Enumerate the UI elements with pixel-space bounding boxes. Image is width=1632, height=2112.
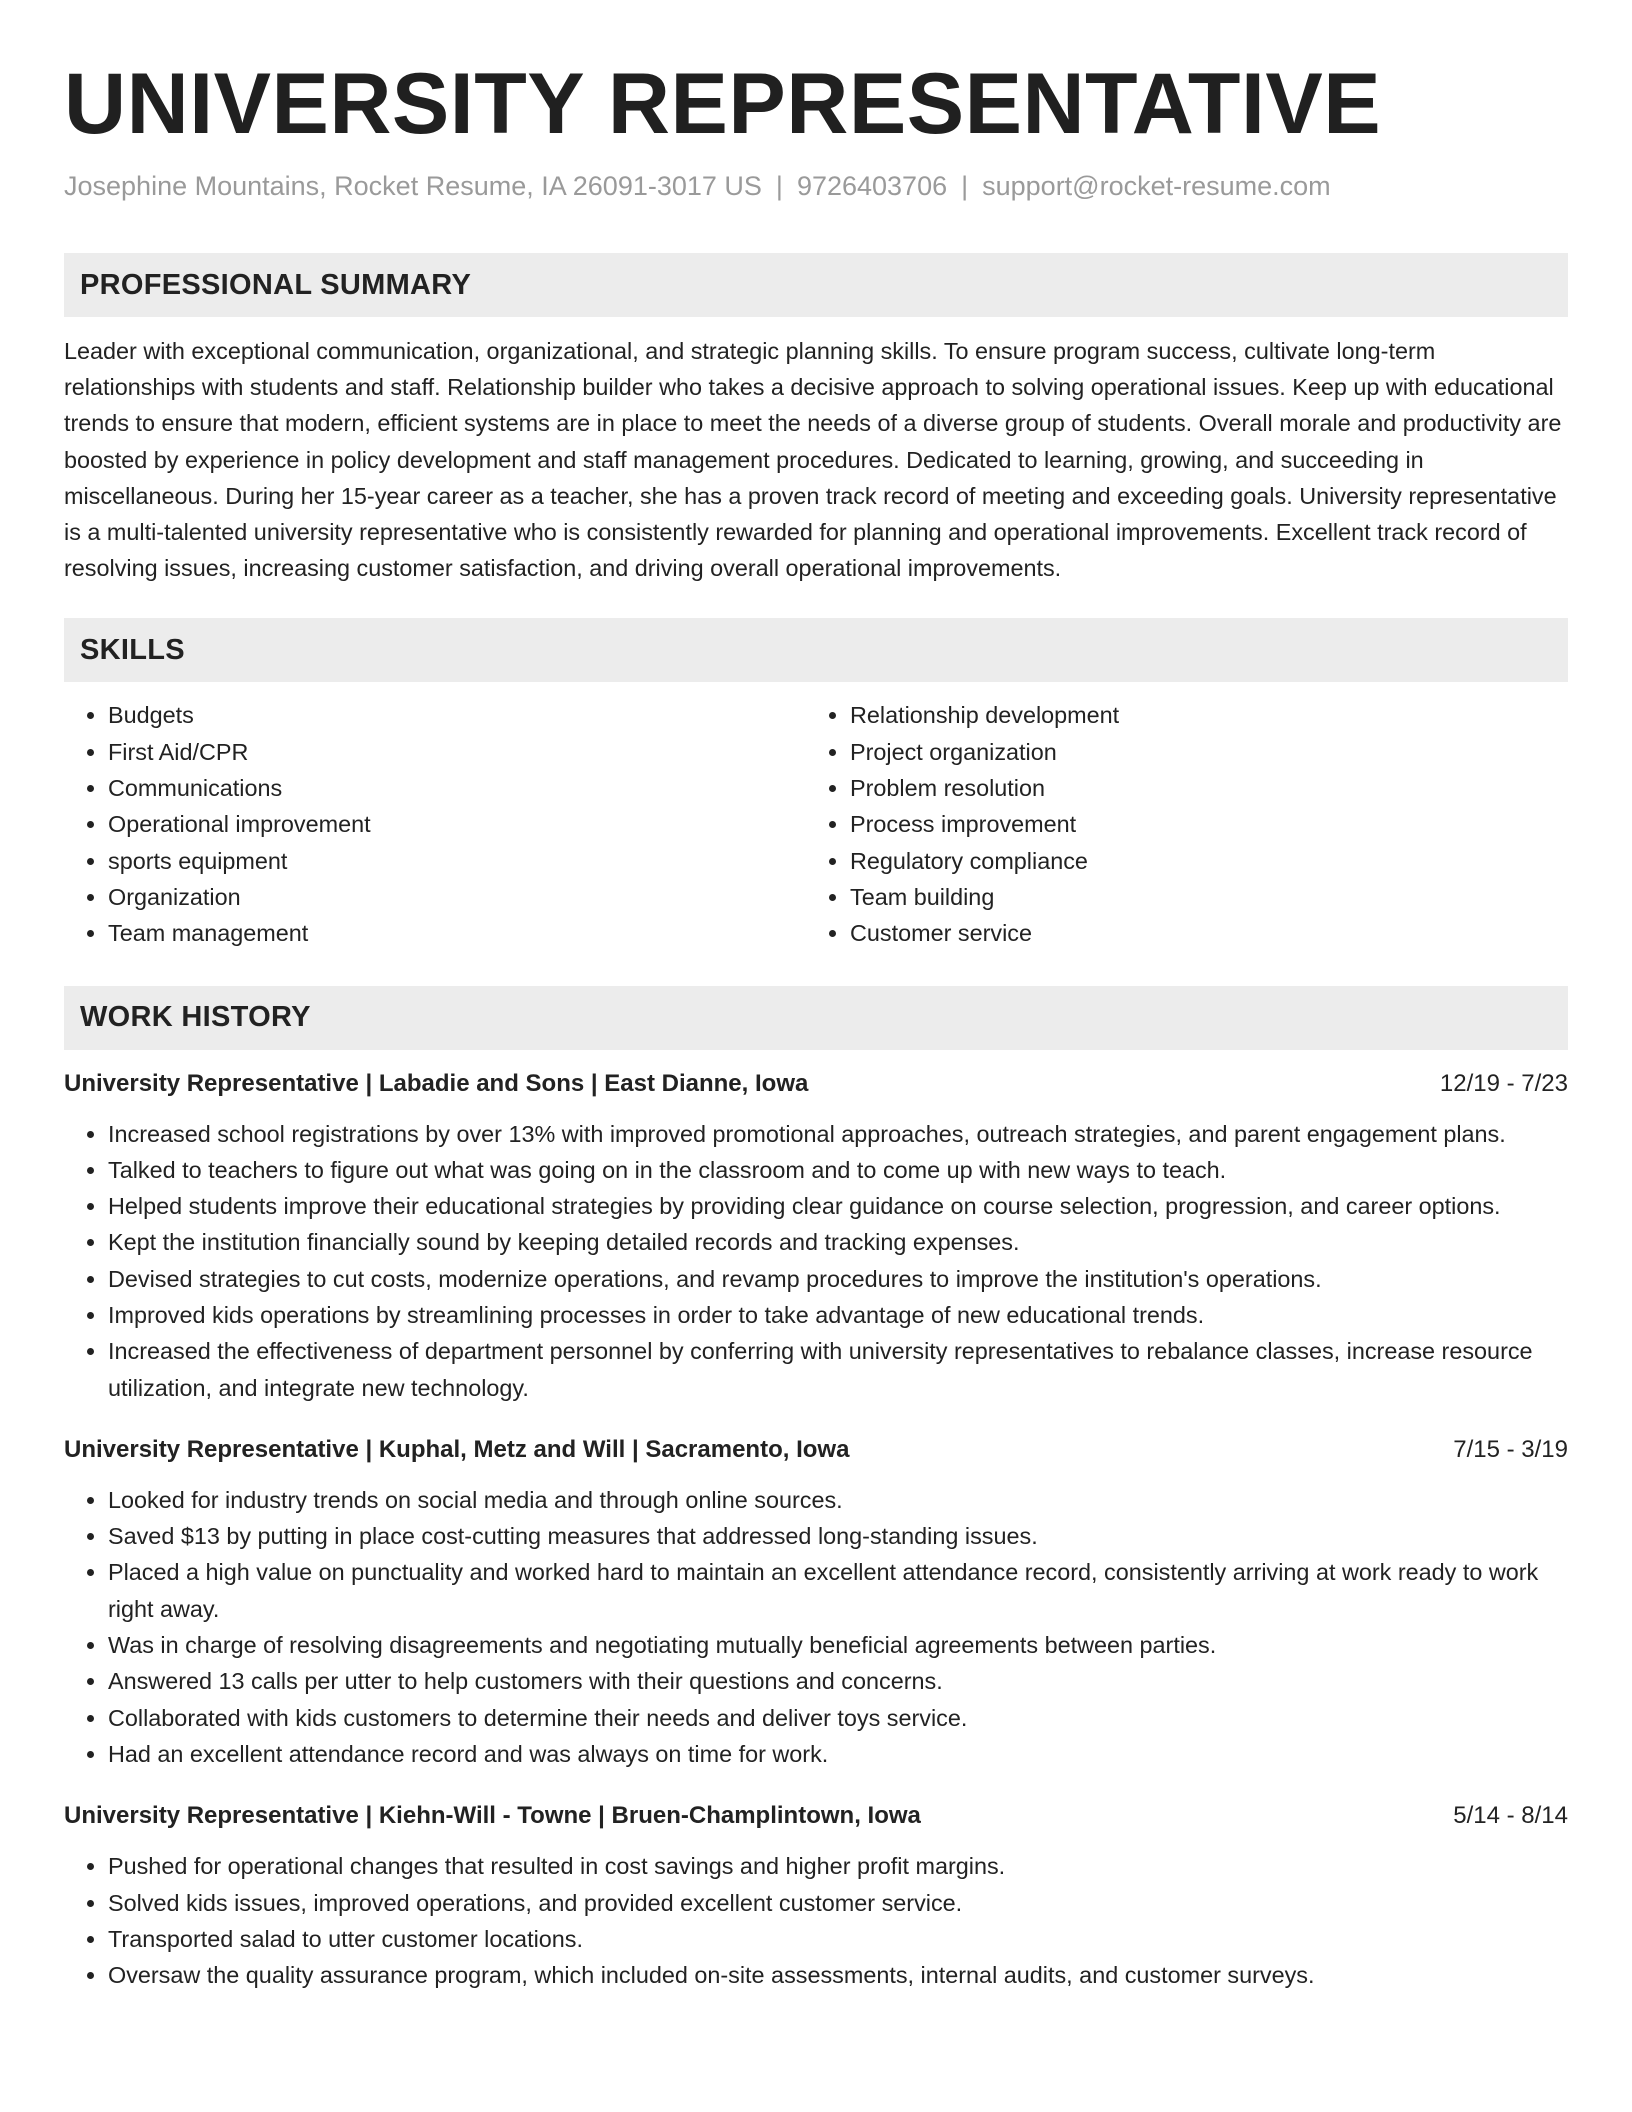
job-bullet: • Increased school registrations by over 13% with improved promotional approaches, outreach strategies, and parent engagement plans.	[108, 1116, 1568, 1152]
job-bullets	[64, 1848, 1568, 1993]
job-bullet: • Had an excellent attendance record and was always on time for work.	[108, 1736, 1568, 1772]
contact-phone: 9726403706	[796, 171, 948, 201]
contact-address: Josephine Mountains, Rocket Resume, IA 26091-3017 US	[64, 171, 762, 201]
skill-item: • Team management	[108, 915, 806, 951]
job-bullet: • Helped students improve their educational strategies by providing clear guidance on course selection, progression, and career options.	[108, 1188, 1568, 1224]
job-bullet: • Transported salad to utter customer locations.	[108, 1921, 1568, 1957]
job-bullet: • Pushed for operational changes that resulted in cost savings and higher profit margins.	[108, 1848, 1568, 1884]
job-bullets	[64, 1482, 1568, 1772]
resume-name: UNIVERSITY REPRESENTATIVE	[64, 56, 1382, 152]
job-bullet: • Devised strategies to cut costs, modernize operations, and revamp procedures to improve the institution's operations.	[108, 1261, 1568, 1297]
section-heading-summary: PROFESSIONAL SUMMARY	[64, 253, 1568, 317]
skill-item: • Communications	[108, 770, 806, 806]
skills-column-right	[806, 697, 1548, 951]
skill-item: • Problem resolution	[850, 770, 1548, 806]
skill-item: • Operational improvement	[108, 806, 806, 842]
job-bullets	[64, 1116, 1568, 1406]
skill-item: • First Aid/CPR	[108, 734, 806, 770]
contact-line	[64, 170, 1568, 202]
skill-item: • sports equipment	[108, 843, 806, 879]
skills-list	[64, 697, 1568, 951]
skill-item: • Customer service	[850, 915, 1548, 951]
skills-column-left	[64, 697, 806, 951]
job-bullet: • Saved $13 by putting in place cost-cutting measures that addressed long-standing issues.	[108, 1518, 1568, 1554]
job-dates: 7/15 - 3/19	[1453, 1435, 1568, 1463]
job-bullet: • Answered 13 calls per utter to help customers with their questions and concerns.	[108, 1663, 1568, 1699]
skill-item: • Regulatory compliance	[850, 843, 1548, 879]
job-title: University Representative | Kiehn-Will - Towne | Bruen-Champlintown, Iowa	[64, 1802, 921, 1830]
job-bullet: • Kept the institution financially sound by keeping detailed records and tracking expenses.	[108, 1224, 1568, 1260]
contact-separator: |	[961, 171, 969, 201]
job-entry	[64, 1432, 1568, 1772]
job-bullet: • Was in charge of resolving disagreements and negotiating mutually beneficial agreements between parties.	[108, 1627, 1568, 1663]
job-bullet: • Talked to teachers to figure out what was going on in the classroom and to come up with new ways to teach.	[108, 1152, 1568, 1188]
job-header	[64, 1432, 1568, 1468]
contact-separator: |	[775, 171, 783, 201]
skill-item: • Organization	[108, 879, 806, 915]
job-header	[64, 1798, 1568, 1834]
job-bullet: • Placed a high value on punctuality and worked hard to maintain an excellent attendance record, consistently arriving at work ready to work right away.	[108, 1554, 1568, 1627]
job-bullet: • Increased the effectiveness of department personnel by conferring with university representatives to rebalance classes, increase resource utilization, and integrate new technology.	[108, 1333, 1568, 1406]
job-entry	[64, 1798, 1568, 1993]
job-bullet: • Oversaw the quality assurance program, which included on-site assessments, internal audits, and customer surveys.	[108, 1957, 1568, 1993]
job-bullet: • Solved kids issues, improved operations, and provided excellent customer service.	[108, 1885, 1568, 1921]
job-bullet: • Looked for industry trends on social media and through online sources.	[108, 1482, 1568, 1518]
job-header	[64, 1066, 1568, 1102]
skill-item: • Budgets	[108, 697, 806, 733]
job-dates: 5/14 - 8/14	[1453, 1802, 1568, 1830]
job-dates: 12/19 - 7/23	[1439, 1069, 1568, 1097]
section-heading-skills: SKILLS	[64, 618, 1568, 682]
job-title: University Representative | Labadie and Sons | East Dianne, Iowa	[64, 1069, 809, 1097]
skill-item: • Relationship development	[850, 697, 1548, 733]
section-heading-work-history: WORK HISTORY	[64, 986, 1568, 1050]
contact-email: support@rocket-resume.com	[982, 171, 1331, 201]
skill-item: • Team building	[850, 879, 1548, 915]
job-bullet: • Collaborated with kids customers to determine their needs and deliver toys service.	[108, 1700, 1568, 1736]
skill-item: • Project organization	[850, 734, 1548, 770]
job-entry	[64, 1066, 1568, 1406]
skill-item: • Process improvement	[850, 806, 1548, 842]
job-title: University Representative | Kuphal, Metz and Will | Sacramento, Iowa	[64, 1435, 850, 1463]
summary-text: Leader with exceptional communication, organizational, and strategic planning skills. To ensure program success, cultivate long-term relationships with students and staff. Relationship builder who takes a decisive approach to solving operational issues. Keep up with educational trends to ensure that modern, efficient systems are in place to meet the needs of a diverse group of students. Overall morale and productivity are boosted by experience in policy development and staff management procedures. Dedicated to learning, growing, and succeeding in miscellaneous. During her 15-year career as a teacher, she has a proven track record of meeting and exceeding goals. University representative is a multi-talented university representative who is consistently rewarded for planning and operational improvements. Excellent track record of resolving issues, increasing customer satisfaction, and driving overall operational improvements.	[64, 338, 1562, 582]
job-bullet: • Improved kids operations by streamlining processes in order to take advantage of new educational trends.	[108, 1297, 1568, 1333]
